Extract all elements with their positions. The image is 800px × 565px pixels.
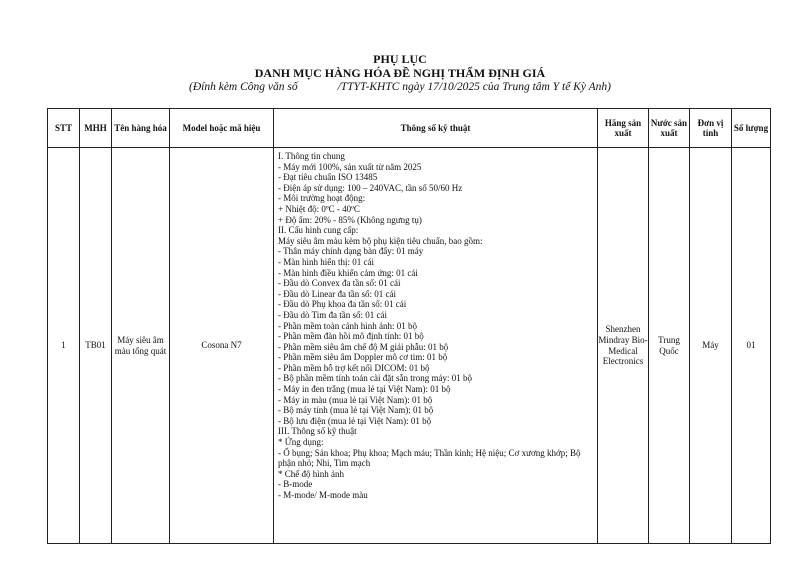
spec-line: Máy siêu âm màu kèm bộ phụ kiện tiêu chuẩn, bao gồm:	[278, 235, 483, 246]
document-subtitle: DANH MỤC HÀNG HÓA ĐỀ NGHỊ THẨM ĐỊNH GIÁ	[254, 66, 546, 80]
note-suffix: /TTYT-KHTC ngày 17/10/2025 của Trung tâm Y tế Kỳ Anh)	[337, 81, 611, 93]
spec-line: - M-mode/ M-mode màu	[278, 490, 368, 500]
spec-line: - Đầu dò Tim đa tần số: 01 cái	[278, 309, 387, 320]
spec-line: - Màn hình hiển thị: 01 cái	[278, 256, 374, 267]
header-so-luong: Số lượng	[732, 109, 771, 148]
header-stt: STT	[48, 109, 80, 148]
spec-line: - Phần mềm siêu âm chế độ M giải phẫu: 01 bộ	[278, 341, 449, 352]
table-header-row	[48, 109, 771, 148]
spec-line: II. Cấu hình cung cấp:	[278, 225, 359, 236]
spec-line: - Thân máy chính dạng bàn đẩy: 01 máy	[278, 246, 424, 257]
spec-line: - Ổ bụng; Sản khoa; Phụ khoa; Mạch máu; Thần kinh; Hệ niệu; Cơ xương khớp; Bộ phận nhỏ; Nhi, Tim mạch	[278, 447, 581, 469]
spec-line: - Phần mềm siêu âm Doppler mô cơ tim: 01 bộ	[278, 352, 448, 363]
goods-table	[47, 108, 771, 544]
cell-ten-hang-hoa: Máy siêu âm màu tổng quát	[112, 148, 170, 544]
header-ten-hang-hoa: Tên hàng hóa	[112, 109, 170, 148]
spec-line: - Máy in màu (mua lẻ tại Việt Nam): 01 bộ	[278, 394, 433, 405]
spec-line: III. Thông số kỹ thuật	[278, 426, 357, 437]
spec-line: - Bộ phần mềm tính toán cài đặt sẵn trong máy: 01 bộ	[278, 373, 472, 384]
spec-line: - Máy mới 100%, sản xuất từ năm 2025	[278, 161, 422, 172]
table-row	[48, 148, 771, 544]
document-title: PHỤ LỤC	[373, 52, 427, 66]
header-nuoc-san-xuat: Nước sản xuất	[649, 109, 690, 148]
spec-line: - Đầu dò Linear đa tần số: 01 cái	[278, 288, 396, 299]
cell-nuoc-san-xuat: Trung Quốc	[649, 148, 690, 544]
cell-hang-san-xuat: Shenzhen Mindray Bio-Medical Electronics	[598, 148, 649, 544]
spec-line: - Bộ máy tính (mua lẻ tại Việt Nam): 01 bộ	[278, 405, 434, 416]
spec-line: + Độ ẩm: 20% - 85% (Không ngưng tụ)	[278, 214, 422, 225]
header-don-vi-tinh: Đơn vị tính	[690, 109, 732, 148]
spec-line: + Nhiệt độ: 0ºC - 40ºC	[278, 203, 360, 214]
spec-line: - Đầu dò Phụ khoa đa tần số: 01 cái	[278, 299, 407, 310]
header-mhh: MHH	[80, 109, 112, 148]
spec-line: - Phần mềm hỗ trợ kết nối DICOM: 01 bộ	[278, 362, 430, 373]
spec-line: - B-mode	[278, 479, 313, 490]
document-note	[0, 80, 800, 94]
cell-stt: 1	[48, 148, 80, 544]
spec-line: - Đầu dò Convex đa tần số: 01 cái	[278, 278, 401, 289]
spec-line: - Điện áp sử dụng: 100 – 240VAC, tần số 50/60 Hz	[278, 182, 463, 193]
note-prefix: (Đính kèm Công văn số	[189, 81, 298, 93]
spec-line: * Chế độ hình ảnh	[278, 468, 344, 479]
spec-line: - Bộ lưu điện (mua lẻ tại Việt Nam): 01 bộ	[278, 415, 432, 426]
document-header	[0, 52, 800, 94]
cell-so-luong: 01	[732, 148, 771, 544]
spec-line: - Máy in đen trắng (mua lẻ tại Việt Nam): 01 bộ	[278, 384, 451, 395]
cell-thong-so	[274, 148, 598, 544]
spec-line: - Đạt tiêu chuẩn ISO 13485	[278, 172, 378, 183]
spec-line: - Phần mềm đàn hồi mô định tính: 01 bộ	[278, 331, 424, 342]
spec-line: I. Thông tin chung	[278, 151, 345, 161]
cell-mhh: TB01	[80, 148, 112, 544]
spec-line: * Ứng dụng:	[278, 437, 324, 448]
cell-model: Cosona N7	[170, 148, 274, 544]
spec-line: - Môi trường hoạt động:	[278, 193, 366, 204]
spec-line: - Phần mềm toàn cảnh hình ảnh: 01 bộ	[278, 320, 417, 331]
spec-line: - Màn hình điều khiển cảm ứng: 01 cái	[278, 267, 418, 278]
header-thong-so: Thông số kỹ thuật	[274, 109, 598, 148]
cell-don-vi-tinh: Máy	[690, 148, 732, 544]
header-hang-san-xuat: Hãng sản xuất	[598, 109, 649, 148]
header-model: Model hoặc mã hiệu	[170, 109, 274, 148]
